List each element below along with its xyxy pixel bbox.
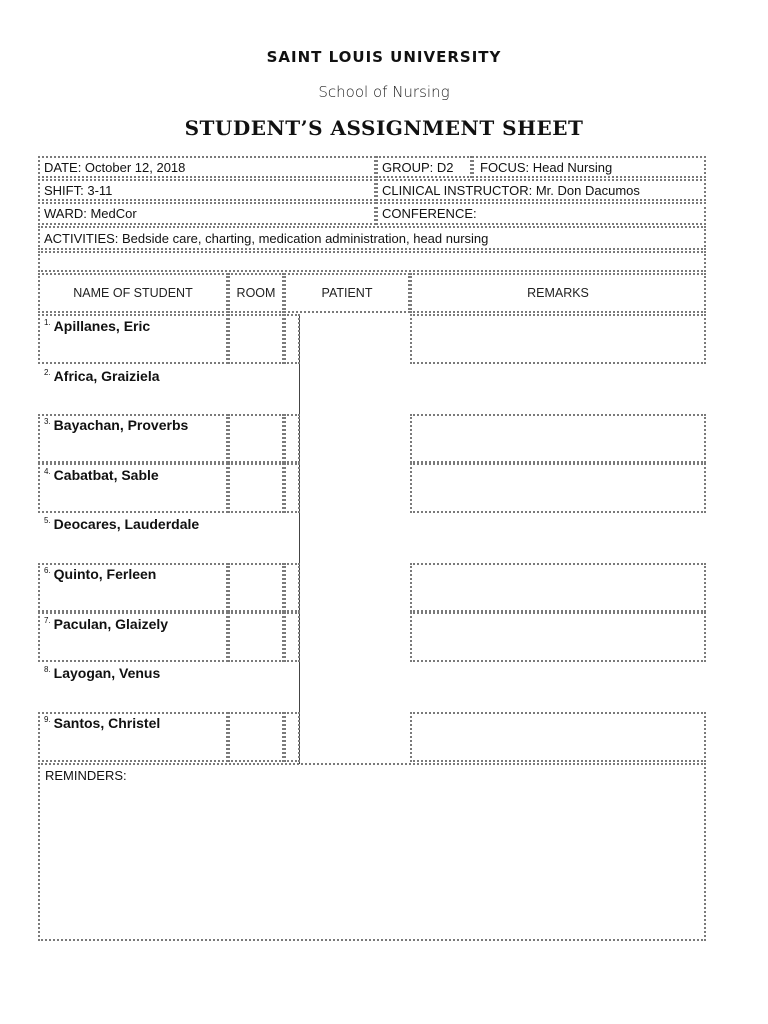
remarks-cell[interactable] [410,314,706,364]
student-name: $^{7.}$ Paculan, Glaizely [44,616,169,632]
instructor-text: CLINICAL INSTRUCTOR: Mr. Don Dacumos [382,183,640,198]
header-name-label: NAME OF STUDENT [73,286,193,300]
shift-text: SHIFT: 3-11 [44,183,113,198]
student-name: $^{1.}$ Apillanes, Eric [44,318,151,334]
shift-cell [38,179,376,201]
patient-cell[interactable] [284,612,300,662]
conference-cell [376,202,706,225]
student-name: $^{3.}$ Bayachan, Proverbs [44,417,189,433]
student-name: $^{5.}$ Deocares, Lauderdale [44,516,200,532]
reminders-label: REMINDERS: [45,768,127,783]
room-cell[interactable] [228,463,284,513]
sheet-title: STUDENT’S ASSIGNMENT SHEET [184,116,584,140]
student-name: $^{8.}$ Layogan, Venus [44,665,161,681]
patient-cell[interactable] [284,414,300,463]
conference-text: CONFERENCE: [382,206,477,221]
header-name-of-student [38,273,228,313]
patient-cell[interactable] [284,463,300,513]
group-text: GROUP: D2 [382,160,454,175]
patient-cell[interactable] [284,563,300,612]
focus-text: FOCUS: Head Nursing [480,160,613,175]
instructor-cell [376,179,706,201]
date-cell [38,156,376,178]
ward-text: WARD: MedCor [44,206,137,221]
header-remarks-label: REMARKS [527,286,589,300]
room-cell[interactable] [228,612,284,662]
header-room-label: ROOM [236,286,276,300]
remarks-cell[interactable] [410,563,706,612]
room-cell[interactable] [228,712,284,762]
school-name: School of Nursing [318,83,450,101]
room-cell[interactable] [228,314,284,364]
header-room [228,273,284,313]
remarks-cell[interactable] [410,712,706,762]
student-name: $^{2.}$ Africa, Graiziela [44,368,160,384]
patient-cell[interactable] [284,314,300,364]
patient-cell[interactable] [284,712,300,762]
header-patient [284,273,410,313]
room-cell[interactable] [228,414,284,463]
remarks-cell[interactable] [410,414,706,463]
reminders-box[interactable] [38,763,706,941]
header-remarks [410,273,706,313]
header-patient-label: PATIENT [321,286,373,300]
group-cell [376,156,472,178]
blank-row [38,251,706,272]
remarks-cell[interactable] [410,463,706,513]
remarks-cell[interactable] [410,612,706,662]
focus-cell [472,156,706,178]
room-cell[interactable] [228,563,284,612]
student-name: $^{6.}$ Quinto, Ferleen [44,566,157,582]
student-name: $^{4.}$ Cabatbat, Sable [44,467,159,483]
university-name: SAINT LOUIS UNIVERSITY [266,48,502,66]
patient-column-line [299,314,300,764]
ward-cell [38,202,376,225]
activities-cell [38,226,706,250]
activities-text: ACTIVITIES: Bedside care, charting, medication administration, head nursing [44,231,489,246]
student-name: $^{9.}$ Santos, Christel [44,715,161,731]
date-text: DATE: October 12, 2018 [44,160,186,175]
